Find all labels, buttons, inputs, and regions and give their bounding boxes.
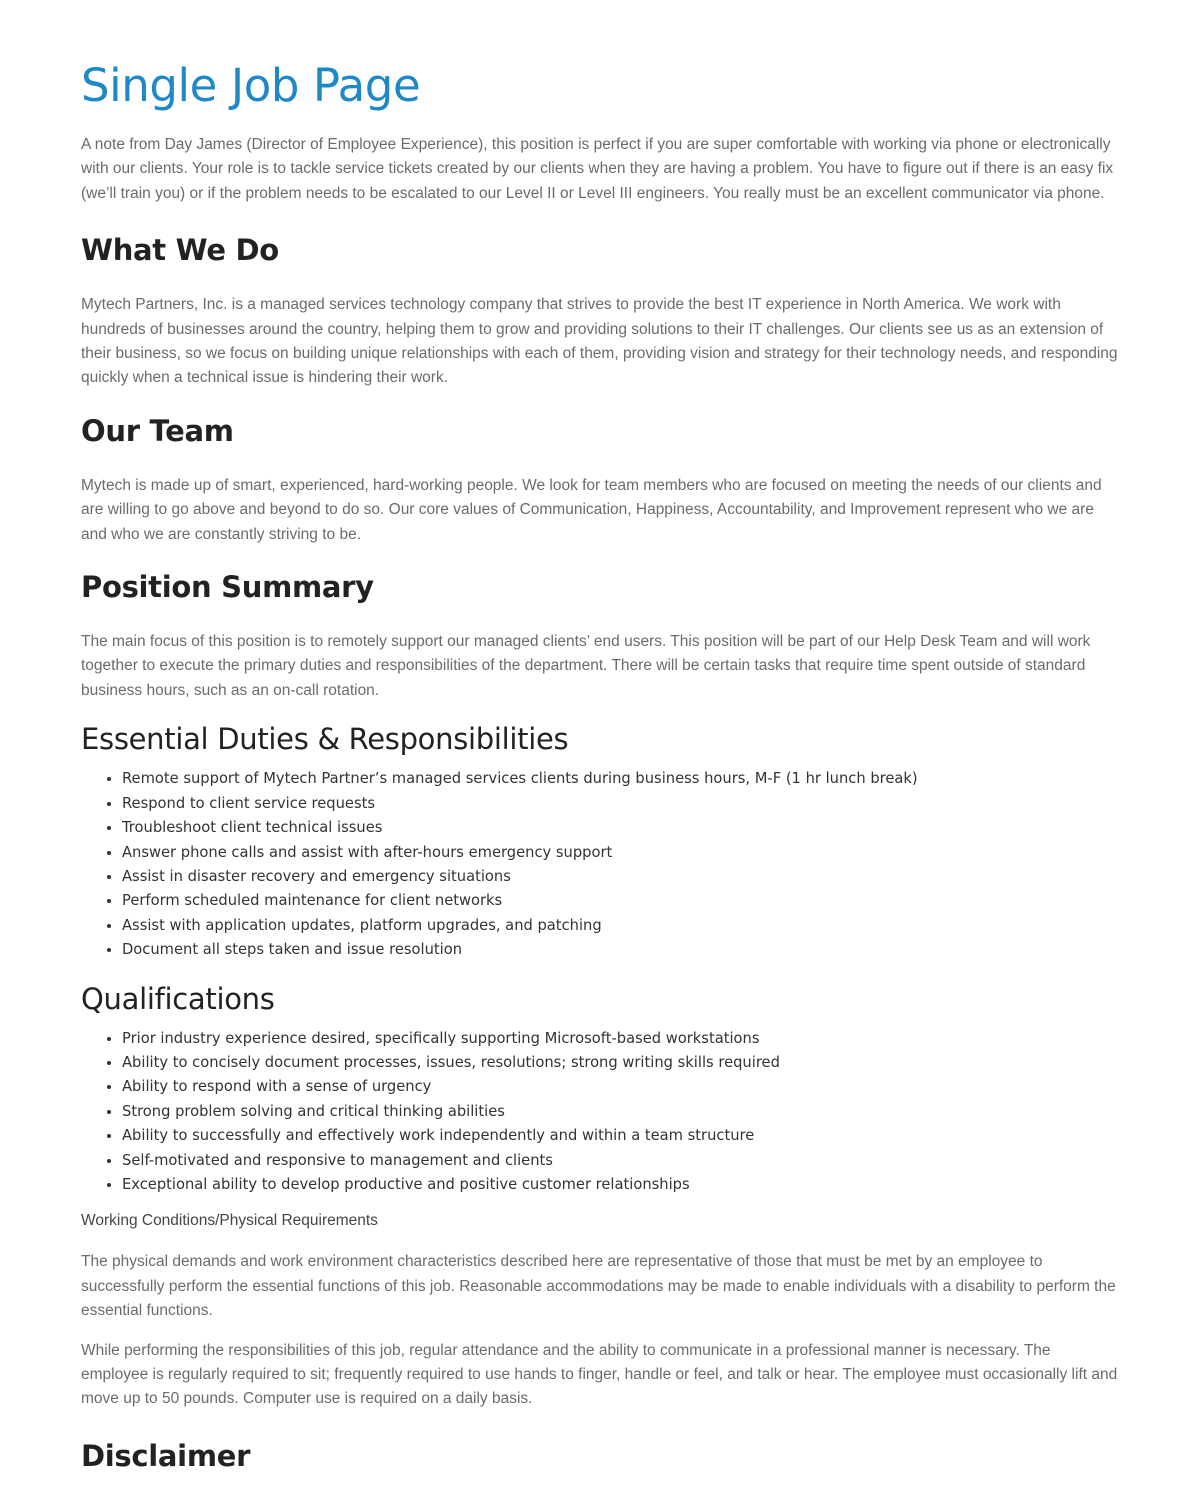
working-conditions-text: The physical demands and work environment characteristics described here are representative of those that must be met by an employee to successfully perform the essential functions of this job. Reasonable accommodations may be made to enable individuals with a disability to perform the essential functions. [81, 1253, 1116, 1320]
list-item: • Respond to client service requests [122, 792, 1120, 816]
working-conditions-text: While performing the responsibilities of this job, regular attendance and the ability to communicate in a professional manner is necessary. The employee is regularly required to sit; frequently required to use hands to finger, handle or feel, and talk or hear. The employee must occasionally lift and move up to 50 pounds. Computer use is required on a daily basis. [81, 1341, 1118, 1408]
disclaimer-heading: Disclaimer [81, 1438, 251, 1473]
list-item: • Remote support of Mytech Partner’s managed services clients during business hours, M-F (1 hr lunch break) [122, 767, 1120, 791]
list-item: • Assist with application updates, platform upgrades, and patching [122, 914, 1120, 938]
list-item: • Prior industry experience desired, specifically supporting Microsoft-based workstations [122, 1027, 1120, 1051]
working-conditions-heading: Working Conditions/Physical Requirements [81, 1212, 378, 1230]
qualifications-heading: Qualifications [81, 981, 275, 1016]
qualifications-list [81, 1027, 1120, 1198]
duties-list [81, 767, 1120, 962]
position-summary-heading: Position Summary [81, 570, 374, 605]
list-item: • Assist in disaster recovery and emergency situations [122, 865, 1120, 889]
list-item: • Ability to respond with a sense of urgency [122, 1075, 1120, 1099]
list-item: • Ability to concisely document processes, issues, resolutions; strong writing skills required [122, 1051, 1120, 1075]
page-title: Single Job Page [81, 59, 421, 112]
our-team-text: Mytech is made up of smart, experienced, hard-working people. We look for team members who are focused on meeting the needs of our clients and are willing to go above and beyond to do so. Our core values of Communication, Happiness, Accountability, and Improvement represent who we are and who we are constantly striving to be. [81, 476, 1102, 543]
list-item: • Self-motivated and responsive to management and clients [122, 1149, 1120, 1173]
intro-paragraph: A note from Day James (Director of Employee Experience), this position is perfect if you are super comfortable with working via phone or electronically with our clients. Your role is to tackle service tickets created by our clients when they are having a problem. You have to figure out if there is an easy fix (we’ll train you) or if the problem needs to be escalated to our Level II or Level III engineers. You really must be an excellent communicator via phone. [81, 136, 1114, 202]
what-we-do-text: Mytech Partners, Inc. is a managed services technology company that strives to provide the best IT experience in North America. We work with hundreds of businesses around the country, helping them to grow and providing solutions to their IT challenges. Our clients see us as an extension of their business, so we focus on building unique relationships with each of them, providing vision and strategy for their technology needs, and responding quickly when a technical issue is hindering their work. [81, 296, 1118, 387]
duties-heading: Essential Duties & Responsibilities [81, 722, 569, 757]
our-team-heading: Our Team [81, 413, 234, 448]
list-item: • Ability to successfully and effectively work independently and within a team structure [122, 1124, 1120, 1148]
list-item: • Exceptional ability to develop productive and positive customer relationships [122, 1173, 1120, 1197]
list-item: • Perform scheduled maintenance for client networks [122, 889, 1120, 913]
list-item: • Answer phone calls and assist with after-hours emergency support [122, 841, 1120, 865]
what-we-do-heading: What We Do [81, 233, 279, 268]
position-summary-text: The main focus of this position is to remotely support our managed clients’ end users. This position will be part of our Help Desk Team and will work together to execute the primary duties and responsibilities of the department. There will be certain tasks that require time spent outside of standard business hours, such as an on-call rotation. [81, 633, 1091, 699]
list-item: • Strong problem solving and critical thinking abilities [122, 1100, 1120, 1124]
list-item: • Document all steps taken and issue resolution [122, 938, 1120, 962]
list-item: • Troubleshoot client technical issues [122, 816, 1120, 840]
